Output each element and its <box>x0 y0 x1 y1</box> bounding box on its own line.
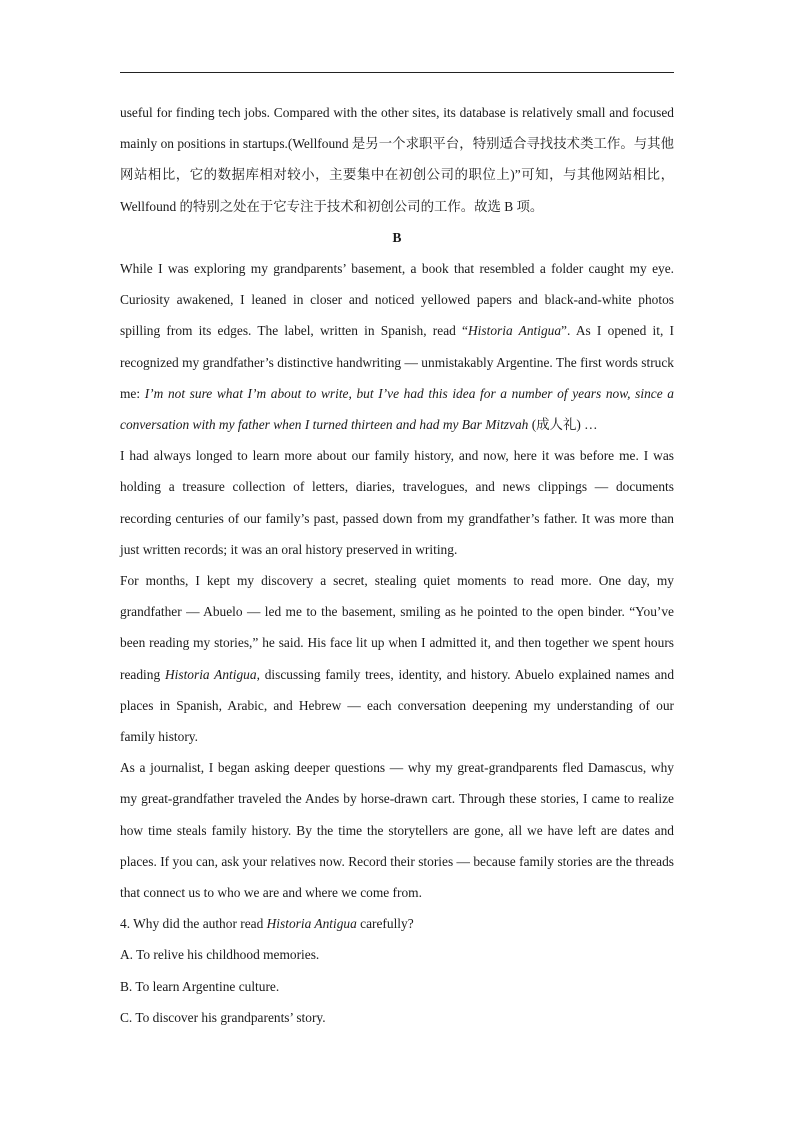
section-title: B <box>392 229 402 245</box>
answer-explanation <box>120 97 674 222</box>
explanation-chinese: 是另一个求职平台，特别适合寻找技术类工作。与其他网站相比，它的数据库相对较小，主要集中在初创公司的职位上)”可知，与其他网站相比，Wellfound 的特别之处在于它专注于技术和初创公司的工作。故选 B 项。 <box>120 136 674 214</box>
page-content <box>120 97 674 1033</box>
passage-paragraph-1: While I was exploring my grandparents’ basement, a book that resembled a folder caught my eye. Curiosity awakened, I leaned in closer and noticed yellowed papers and black-and-white photos spilling from its edges. The label, written in Spanish, read “Historia Antigua”. As I opened it, I recognized my grandfather’s distinctive handwriting — unmistakably Argentine. The first words struck me: I’m not sure what I’m about to write, but I’ve had this idea for a number of years now, since a conversation with my father when I turned thirteen and had my Bar Mitzvah (成人礼) … <box>120 261 674 433</box>
option-a: A. To relive his childhood memories. <box>120 947 320 963</box>
handwritten-quote: I’m not sure what I’m about to write, but I’ve had this idea for a number of years now, since a conversation with my father when I turned thirteen and had my Bar Mitzvah <box>120 385 674 433</box>
explanation-english: useful for finding tech jobs. Compared with the other sites, its database is relatively small and focused mainly on positions in startups.(Wellfound <box>120 105 674 152</box>
book-title: Historia Antigua <box>266 916 357 932</box>
option-c: C. To discover his grandparents’ story. <box>120 1009 326 1025</box>
question-stem: 4. Why did the author read Historia Antigua carefully? <box>120 916 414 932</box>
passage-paragraph-2: I had always longed to learn more about our family history, and now, here it was before me. I was holding a treasure collection of letters, diaries, travelogues, and news clippings — documents recording centuries of our family’s past, passed down from my grandfather’s father. It was more than just written records; it was an oral history preserved in writing. <box>120 448 674 557</box>
header-rule <box>120 72 674 73</box>
book-title: Historia Antigua <box>468 323 562 339</box>
passage-paragraph-4: As a journalist, I began asking deeper questions — why my great-grandparents fled Damascus, why my great-grandfather traveled the Andes by horse-drawn cart. Through these stories, I came to realize how time steals family history. By the time the storytellers are gone, all we have left are dates and places. If you can, ask your relatives now. Record their stories — because family stories are the threads that connect us to who we are and where we come from. <box>120 760 674 901</box>
book-title: Historia Antigua <box>164 666 257 682</box>
passage-paragraph-3: For months, I kept my discovery a secret, stealing quiet moments to read more. One day, my grandfather — Abuelo — led me to the basement, smiling as he pointed to the open binder. “You’ve been reading my stories,” he said. His face lit up when I admitted it, and then together we spent hours reading Historia Antigua, discussing family trees, identity, and history. Abuelo explained names and places in Spanish, Arabic, and Hebrew — each conversation deepening my understanding of our family history. <box>120 573 675 745</box>
option-b: B. To learn Argentine culture. <box>120 978 280 994</box>
